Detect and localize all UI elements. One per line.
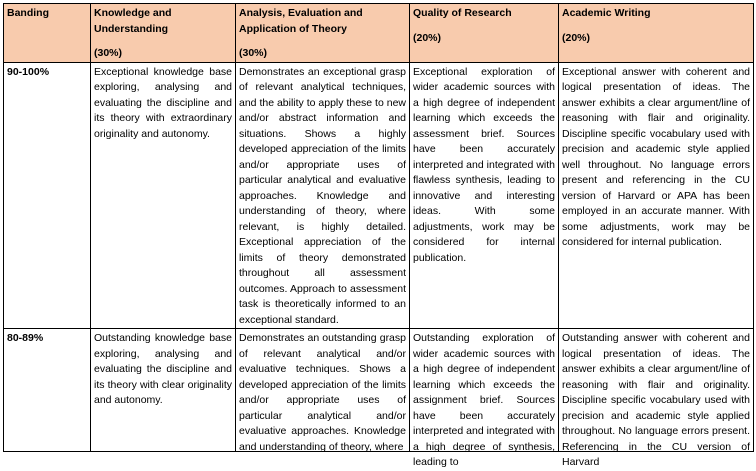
header-analysis-weight: (30%) xyxy=(239,47,268,59)
header-research-weight: (20%) xyxy=(413,31,442,44)
header-banding xyxy=(4,4,91,63)
header-knowledge-title: Knowledge and Understanding xyxy=(94,7,172,35)
knowledge-text: Outstanding knowledge base exploring, analysing and evaluating the discipline and its theory with clear originality and autonomy. xyxy=(94,332,232,406)
knowledge-cell: Exceptional knowledge base exploring, analysing and evaluating the discipline and its theory with extraordinary originality and autonomy. xyxy=(91,62,236,329)
analysis-cell xyxy=(236,329,410,452)
band-cell xyxy=(4,329,91,452)
research-text: Outstanding exploration of wider academic sources with a high degree of independent learning which exceeds the assignment brief. Sources have been accurately interpreted and integrated with a high degree of synthesis, leading to xyxy=(413,332,555,468)
analysis-cell: Demonstrates an exceptional grasp of relevant analytical techniques, and the ability to apply these to new and/or abstract information and situations. Shows a highly developed appreciation of the limits and/or appropriate uses of particular analytical and evaluative approaches. Knowledge and understanding of theory, where relevant, is highly detailed. Exceptional appreciation of the limits of theory demonstrated throughout all assessment outcomes. Approach to assessment task is theoretically informed to an exceptional standard. xyxy=(236,62,410,329)
writing-cell: Exceptional answer with coherent and logical presentation of ideas. The answer exhibits a clear argument/line of reasoning with flair and originality. Discipline specific vocabulary used with precision and academic style applied well throughout. No language errors present and referencing in the CU version of Harvard or APA has been employed in an accurate manner. With some adjustments, work may be considered for internal publication. xyxy=(559,62,754,329)
header-writing-title: Academic Writing xyxy=(562,7,651,19)
table-row xyxy=(4,62,754,329)
header-research-title: Quality of Research xyxy=(413,7,512,19)
knowledge-cell xyxy=(91,329,236,452)
band-text: 80-89% xyxy=(7,332,44,344)
header-banding-label: Banding xyxy=(7,7,49,19)
marking-rubric-table xyxy=(3,3,754,468)
header-writing-weight: (20%) xyxy=(562,31,591,44)
table-row xyxy=(4,329,754,452)
header-knowledge-weight: (30%) xyxy=(94,47,123,59)
writing-text: Outstanding answer with coherent and logical presentation of ideas. The answer exhibits a clear argument/line of reasoning with flair and originality. Discipline specific vocabulary used with precision and academic style applied throughout. No language errors present. Referencing in the CU version of Harvard xyxy=(562,332,750,468)
header-row xyxy=(4,4,754,63)
writing-cell xyxy=(559,329,754,468)
header-knowledge xyxy=(91,4,236,63)
header-writing xyxy=(559,4,754,63)
analysis-text: Demonstrates an outstanding grasp of relevant analytical and/or evaluative techniques. Shows a developed appreciation of the limits and/or appropriate uses of particular analytical and/or evaluative approaches. Knowledge and understanding of theory, where xyxy=(239,332,406,453)
header-research xyxy=(410,4,559,63)
research-cell: Exceptional exploration of wider academic sources with a high degree of independent learning which exceeds the assessment brief. Sources have been accurately interpreted and integrated with flawless synthesis, leading to innovative and interesting ideas. With some adjustments, work may be considered for internal publication. xyxy=(410,62,559,329)
band-cell: 90-100% xyxy=(4,62,91,329)
header-analysis xyxy=(236,4,410,63)
header-analysis-title: Analysis, Evaluation and Application of Theory xyxy=(239,7,363,35)
research-cell xyxy=(410,329,559,468)
